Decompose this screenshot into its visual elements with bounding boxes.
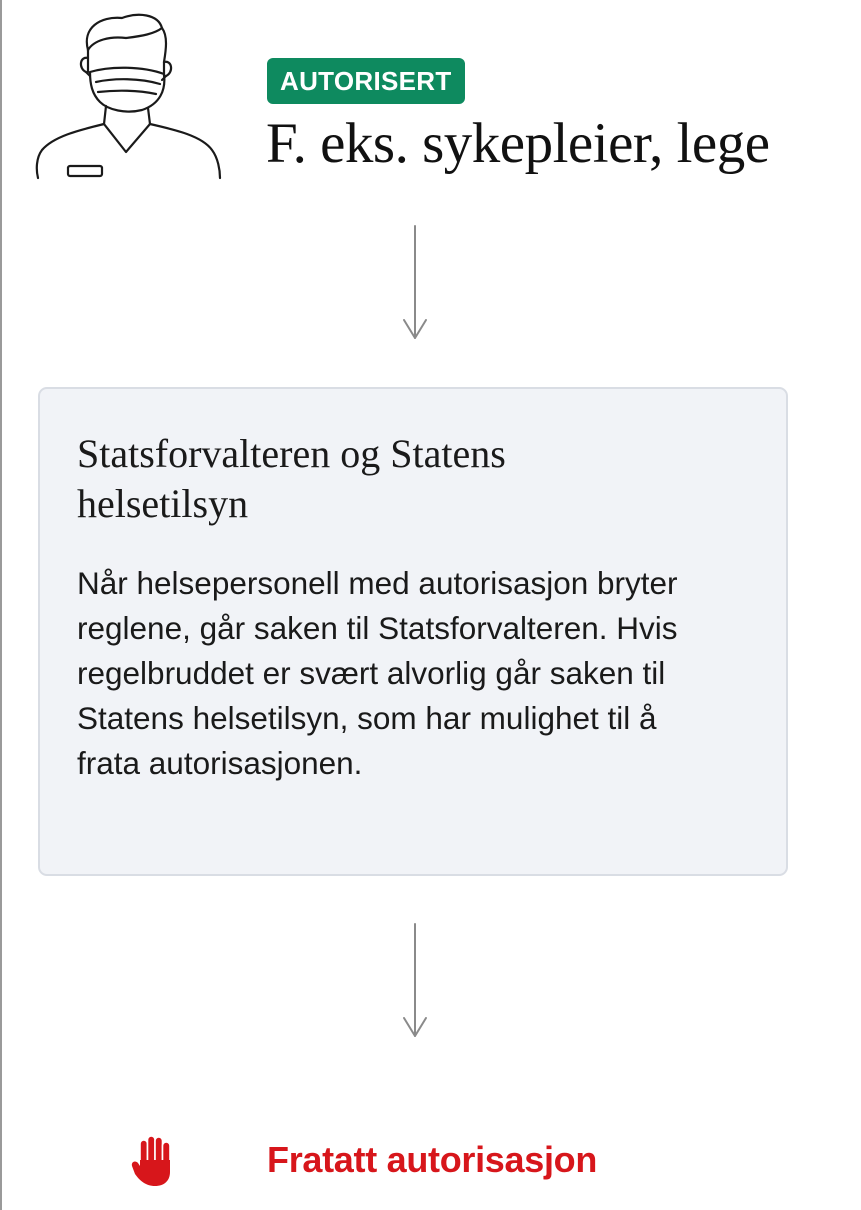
- info-box-body: Når helsepersonell med autorisasjon bryter reglene, går saken til Statsforvalteren. Hvis regelbruddet er svært alvorlig går saken til Statens helsetilsyn, som har mulighet til å frata autorisasjonen.: [77, 565, 678, 781]
- outcome-label: Fratatt autorisasjon: [267, 1139, 598, 1180]
- health-worker-avatar-icon: [30, 6, 230, 186]
- stop-hand-icon: [131, 1134, 179, 1188]
- info-box-heading: Statsforvalteren og Statens helsetilsyn: [77, 431, 506, 526]
- role-title: F. eks. sykepleier, lege: [266, 112, 770, 175]
- arrow-down-icon: [395, 224, 435, 342]
- authorized-badge: AUTORISERT: [267, 58, 465, 104]
- arrow-down-icon: [395, 922, 435, 1040]
- outcome: [131, 1132, 691, 1192]
- info-box: [38, 387, 788, 876]
- left-border-line: [0, 0, 2, 1210]
